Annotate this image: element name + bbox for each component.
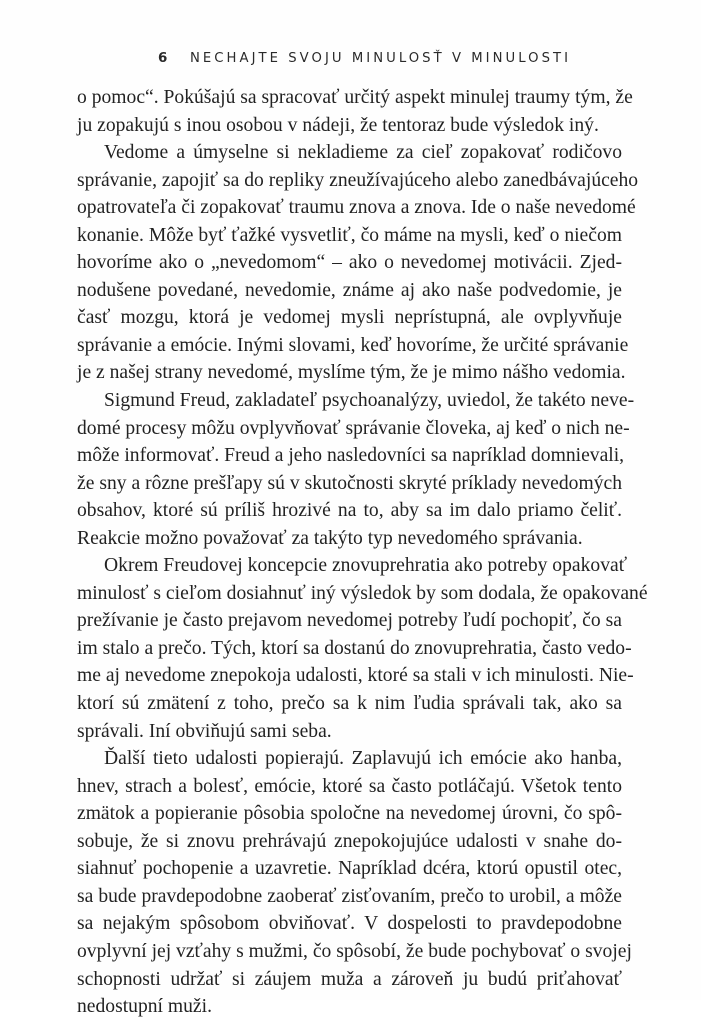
text-line: Ďalší tieto udalosti popierajú. Zaplavujú ich emócie ako hanba, — [104, 748, 622, 770]
text-line: Sigmund Freud, zakladateľ psychoanalýzy, uviedol, že takéto neve- — [104, 390, 635, 412]
text-line: správali. Iní obviňujú sami seba. — [77, 720, 332, 742]
text-line: ju zopakujú s inou osobou v nádeji, že tentoraz bude výsledok iný. — [77, 114, 599, 136]
text-line: ktorí sú zmätení z toho, prečo sa k nim ľudia správali tak, ako sa — [77, 693, 622, 715]
text-line: schopnosti udržať si záujem muža a zároveň ju budú priťahovať — [77, 968, 622, 990]
text-line: me aj nevedome znepokoja udalosti, ktoré sa stali v ich minulosti. Nie- — [77, 665, 634, 687]
text-line: je z našej strany nevedomé, myslíme tým, že je mimo nášho vedomia. — [77, 362, 626, 384]
text-line: konanie. Môže byť ťažké vysvetliť, čo máme na mysli, keď o niečom — [77, 224, 622, 246]
text-line: nedostupní muži. — [77, 996, 212, 1018]
text-line: domé procesy môžu ovplyvňovať správanie človeka, aj keď o nich ne- — [77, 417, 630, 439]
running-head — [158, 51, 598, 73]
text-line: hnev, strach a bolesť, emócie, ktoré sa často potláčajú. Všetok tento — [77, 775, 622, 797]
body-text — [77, 84, 648, 1021]
text-line: správanie, zapojiť sa do repliky zneužívajúceho alebo zanedbávajúceho — [77, 169, 639, 191]
text-line: Okrem Freudovej koncepcie znovuprehratia ako potreby opakovať — [104, 555, 628, 577]
text-line: nodušene povedané, nevedomie, známe aj ako naše podvedomie, je — [77, 279, 622, 301]
text-line: sobuje, že si znovu prehrávajú znepokojujúce udalosti v snahe do- — [77, 830, 622, 852]
text-line: ovplyvní jej vzťahy s mužmi, čo spôsobí, že bude pochybovať o svojej — [77, 940, 632, 962]
text-line: siahnuť pochopenie a uzavretie. Napríklad dcéra, ktorú opustil otec, — [77, 858, 622, 880]
text-line: o pomoc“. Pokúšajú sa spracovať určitý aspekt minulej traumy tým, že — [77, 87, 633, 108]
text-line: že sny a rôzne prešľapy sú v skutočnosti skryté príklady nevedomých — [77, 472, 622, 494]
text-line: môže informovať. Freud a jeho nasledovníci sa napríklad domnievali, — [77, 445, 625, 467]
text-line: minulosť s cieľom dosiahnuť iný výsledok by som dodala, že opakované — [77, 582, 648, 604]
text-line: Vedome a úmyselne si nekladieme za cieľ zopakovať rodičovo — [104, 142, 622, 164]
text-line: obsahov, ktoré sú príliš hrozivé na to, aby sa im dalo priamo čeliť. — [77, 500, 622, 522]
text-line: správanie a emócie. Inými slovami, keď hovoríme, že určité správanie — [77, 334, 629, 356]
text-line: zmätok a popieranie pôsobia spoločne na nevedomej úrovni, čo spô- — [77, 803, 622, 825]
text-line: prežívanie je často prejavom nevedomej potreby ľudí pochopiť, čo sa — [77, 610, 622, 632]
text-line: hovoríme ako o „nevedomom“ – ako o nevedomej motivácii. Zjed- — [77, 252, 622, 274]
paragraph — [77, 552, 648, 745]
text-line: časť mozgu, ktorá je vedomej mysli neprístupná, ale ovplyvňuje — [77, 307, 622, 329]
paragraph — [77, 84, 633, 139]
text-line: opatrovateľa či zopakovať traumu znova a znova. Ide o naše nevedomé — [77, 197, 636, 219]
page-number: 6 — [158, 51, 168, 66]
paragraph — [77, 387, 635, 552]
text-line: sa bude pravdepodobne zaoberať zisťovaním, prečo to urobil, a môže — [77, 885, 622, 907]
running-title: NECHAJTE SVOJU MINULOSŤ V MINULOSTI — [190, 51, 572, 66]
paragraph — [77, 139, 639, 387]
text-line: sa nejakým spôsobom obviňovať. V dospelosti to pravdepodobne — [77, 913, 622, 935]
paragraph — [77, 745, 632, 1020]
text-line: Reakcie možno považovať za takýto typ nevedomého správania. — [77, 527, 583, 549]
text-line: im stalo a prečo. Tých, ktorí sa dostanú do znovuprehratia, často vedo- — [77, 637, 632, 659]
